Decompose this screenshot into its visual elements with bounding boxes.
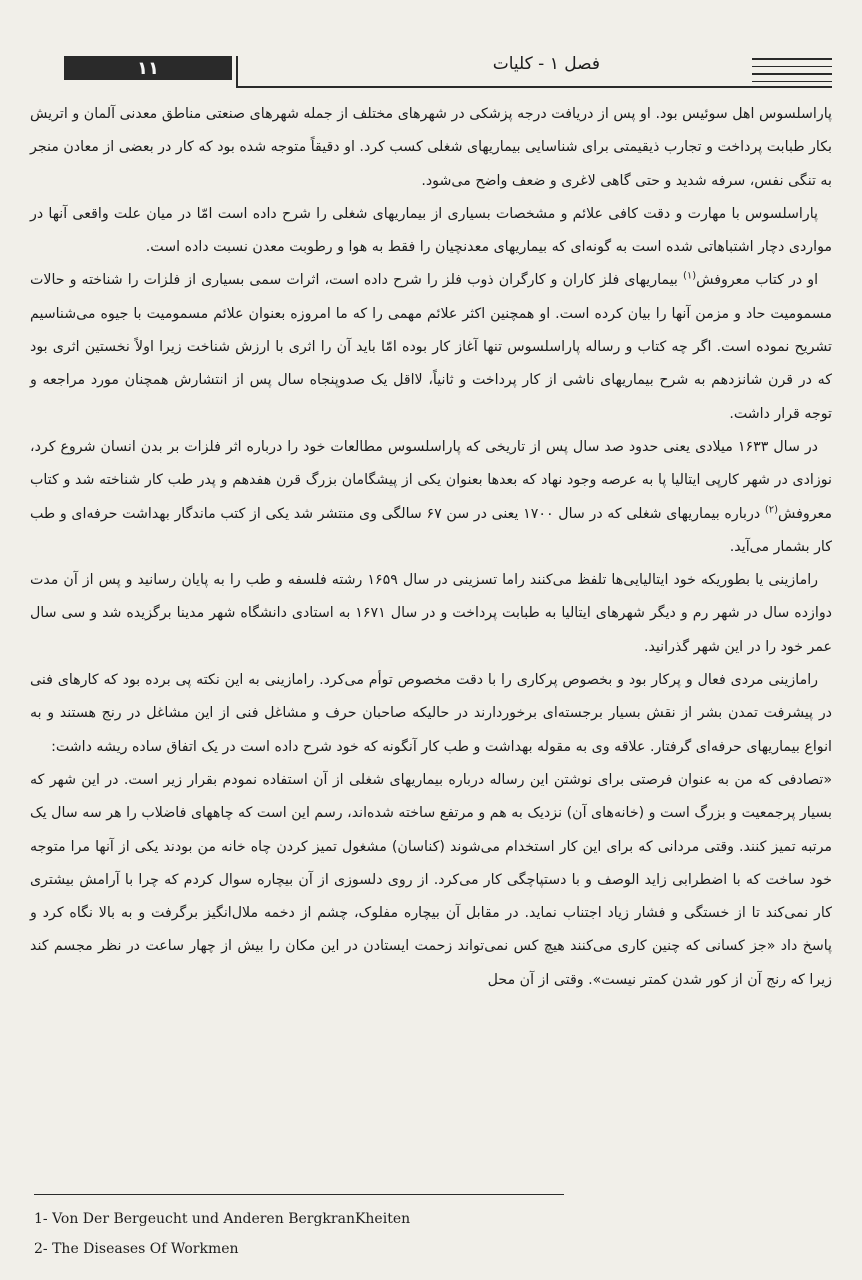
paragraph-2: پاراسلسوس با مهارت و دقت کافی علائم و مشخصات بسیاری از بیماریهای شغلی را شرح داده است امّا در میان علت واقعی آنها در مواردی دچار اشتباهاتی شده است به گونه‌ای که بیماریهای معدنچیان را فقط به هوا و رطوبت معدن نسبت داده است. bbox=[30, 205, 832, 256]
chapter-title: فصل ۱ - کلیات bbox=[492, 54, 600, 74]
paragraph-3-start: او در کتاب معروفش bbox=[696, 272, 819, 289]
header-decorative-lines bbox=[752, 58, 832, 88]
paragraph-4 bbox=[30, 431, 832, 564]
footnote-1: 1- Von Der Bergeucht und Anderen BergkranKheiten bbox=[34, 1211, 411, 1227]
footnote-2: 2- The Diseases Of Workmen bbox=[34, 1241, 239, 1257]
page-header bbox=[30, 50, 832, 98]
header-rule bbox=[236, 86, 832, 88]
paragraph-6: رامازینی مردی فعال و پرکار بود و بخصوص پرکاری را با دقت مخصوص توأم می‌کرد. رامازینی به این نکته پی برده بود که کارهای فنی در پیشرفت تمدن بشر از نقش بسیار برجسته‌ای برخوردارند در حالیکه صاحبان حرف و مشاغل فنی از این مشاغل در رنج هستند و به انواع بیماریهای حرفه‌ای گرفتار. علاقه وی به مقوله بهداشت و طب کار آنگونه که خود شرح داده است در یک اتفاق ساده ریشه داشت: bbox=[30, 672, 832, 755]
paragraph-5: رامازینی یا بطوریکه خود ایتالیایی‌ها تلفظ می‌کنند راما تسزینی در سال ۱۶۵۹ رشته فلسفه و طب را به پایان رسانید و پس از آن مدت دوازده سال در شهر رم و دیگر شهرهای ایتالیا به طبابت پرداخت و در سال ۱۶۷۱ به استادی دانشگاه شهر مدینا برگزیده شد و سی سال عمر خود را در این شهر گذرانید. bbox=[30, 572, 832, 655]
footnote-ref-2: (۲) bbox=[764, 503, 778, 515]
footnotes bbox=[34, 1204, 734, 1264]
paragraph-3 bbox=[30, 264, 832, 430]
paragraph-3-rest: بیماریهای فلز کاران و کارگران ذوب فلز را شرح داده است، اثرات سمی بسیاری از فلزات را شناخته و حالات مسمومیت حاد و مزمن آنها را بیان کرده است. او همچنین اکثر علائم مهمی را که ما امروزه بعنوان علائم مسمومیت با جیوه می‌شناسیم تشریح نموده است. اگر چه کتاب و رساله پاراسلسوس تنها آغاز کار بوده امّا باید آن را اثری با ارزش شناخت زیرا اولاً نخستین اثری بود که در قرن شانزدهم به شرح بیماریهای ناشی از کار پرداخت و ثانیاً، لااقل یک صدوپنجاه سال پس از انتشارش همچنان مورد مراجعه و توجه قرار داشت. bbox=[30, 272, 832, 422]
page-number: ۱۱ bbox=[64, 56, 232, 80]
paragraph-7-quote: «تصادفی که من به عنوان فرصتی برای نوشتن این رساله درباره بیماریهای شغلی از آن استفاده نمودم بقرار زیر است. در این شهر که بسیار پرجمعیت و بزرگ است و (خانه‌های آن) نزدیک به هم و مرتفع ساخته شده‌اند، رسم این است که چاههای فاضلاب را هر سه سال یک مرتبه تمیز کنند. وقتی مردانی که برای این کار استخدام می‌شوند (کناسان) مشغول تمیز کردن چاه خانه من بودند یکی از آنها مرا متوجه خود ساخت که با اضطرابی زاید الوصف و با دستپاچگی کار می‌کرد. از روی دلسوزی از آن بیچاره سوال کردم که چرا با آرامش بیشتری کار نمی‌کند تا از خستگی و فشار زیاد اجتناب نماید. در مقابل آن بیچاره مفلوک، چشم از دخمه ملال‌انگیز برگرفت و به بالا نگاه کرد و پاسخ داد «جز کسانی که چنین کاری می‌کنند هیچ کس نمی‌تواند زحمت ایستادن در این مکان را بیش از چهار ساعت در نظر مجسم کند زیرا که رنج آن از کور شدن کمتر نیست». وقتی از آن محل bbox=[30, 771, 832, 988]
footnote-divider bbox=[34, 1194, 564, 1195]
header-divider bbox=[236, 56, 238, 86]
paragraph-4-start: در سال ۱۶۳۳ میلادی یعنی حدود صد سال پس از تاریخی که پاراسلسوس مطالعات خود را درباره اثر فلزات بر بدن انسان شروع کرد، نوزادی در شهر کارپی ایتالیا پا به عرصه وجود نهاد که بعدها بعنوان یکی از پیشگامان بزرگ قرن هفدهم و پدر طب کار شناخته شد و کتاب معروفش bbox=[30, 438, 832, 522]
paragraph-1: پاراسلسوس اهل سوئیس بود. او پس از دریافت درجه پزشکی در شهرهای مختلف از جمله شهرهای صنعتی مناطق معدنی آلمان و اتریش بکار طبابت پرداخت و تجارب ذیقیمتی برای شناسایی بیماریهای شغلی کسب کرد. او دقیقاً متوجه شده بود که کار در بعضی از معادن منجر به تنگی نفس، سرفه شدید و حتی گاهی لاغری و ضعف واضح می‌شود. bbox=[30, 106, 832, 189]
body-text bbox=[30, 98, 832, 997]
footnote-ref-1: (۱) bbox=[682, 270, 697, 282]
paragraph-4-rest: درباره بیماریهای شغلی که در سال ۱۷۰۰ یعنی در سن ۶۷ سالگی وی منتشر شد یکی از کتب ماندگار بهداشت حرفه‌ای و طب کار بشمار می‌آید. bbox=[30, 505, 832, 555]
